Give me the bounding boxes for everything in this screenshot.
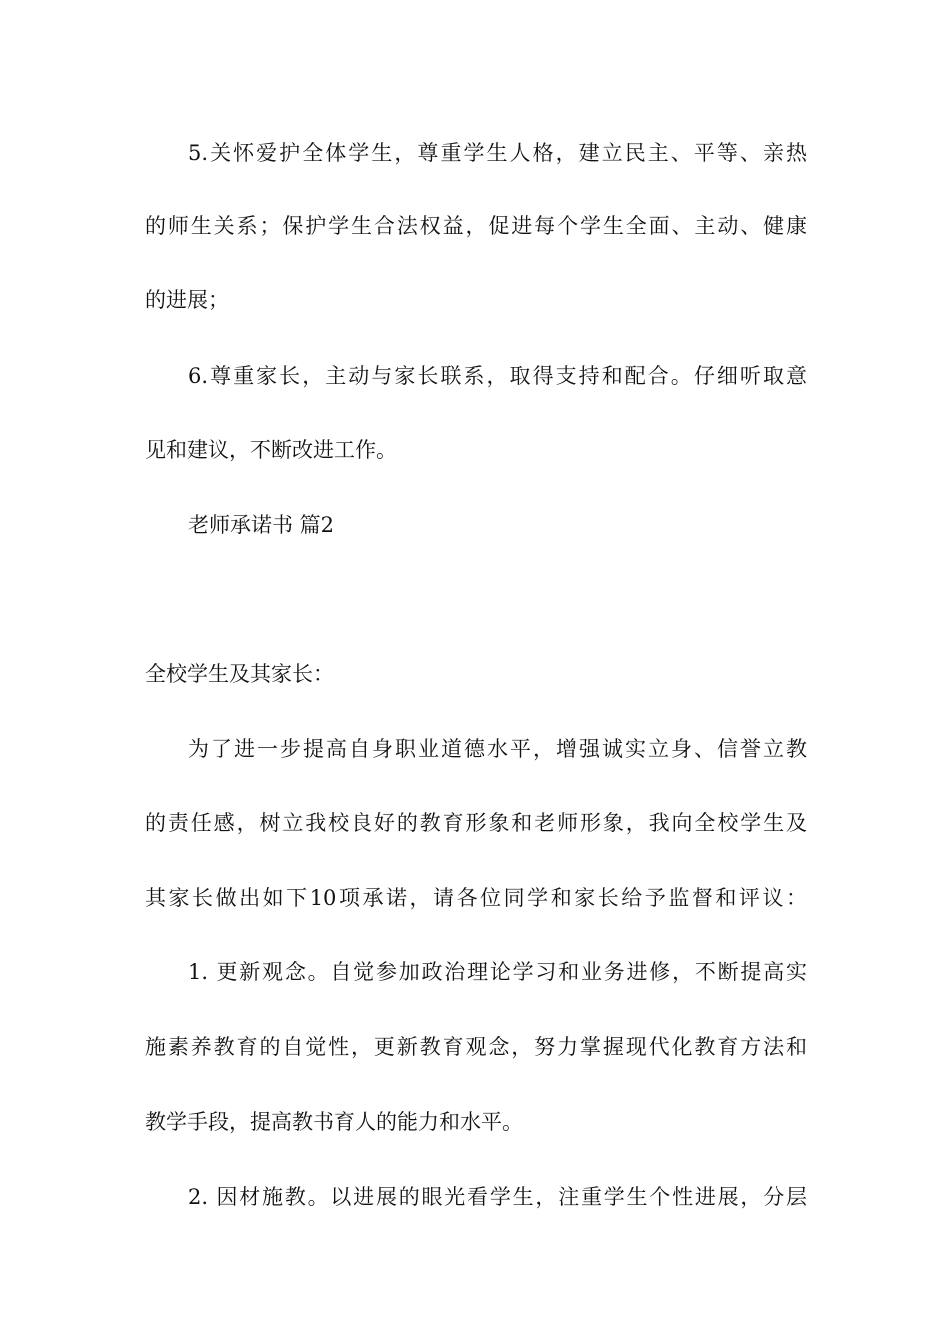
paragraph-line: 其家长做出如下10项承诺，请各位同学和家长给予监督和评议： <box>145 886 807 910</box>
salutation: 全校学生及其家长： <box>145 662 334 686</box>
paragraph-line: 为了进一步提高自身职业道德水平，增强诚实立身、信誉立教 <box>188 737 807 761</box>
paragraph-line: 的进展； <box>145 288 229 312</box>
list-item-line: 施素养教育的自觉性，更新教育观念，努力掌握现代化教育方法和 <box>145 1035 807 1059</box>
list-item-line: 教学手段，提高教书育人的能力和水平。 <box>145 1110 523 1134</box>
section-heading: 老师承诺书 篇2 <box>188 513 335 537</box>
list-item-line: 1. 更新观念。自觉参加政治理论学习和业务进修，不断提高实 <box>188 960 807 984</box>
paragraph-line: 的责任感，树立我校良好的教育形象和老师形象，我向全校学生及 <box>145 811 807 835</box>
list-item-line: 2. 因材施教。以进展的眼光看学生，注重学生个性进展，分层 <box>188 1185 807 1209</box>
paragraph-line: 5.关怀爱护全体学生，尊重学生人格，建立民主、平等、亲热 <box>188 141 807 165</box>
paragraph-line: 6.尊重家长，主动与家长联系，取得支持和配合。仔细听取意 <box>188 364 807 388</box>
paragraph-line: 的师生关系；保护学生合法权益，促进每个学生全面、主动、健康 <box>145 214 807 238</box>
paragraph-line: 见和建议，不断改进工作。 <box>145 438 397 462</box>
